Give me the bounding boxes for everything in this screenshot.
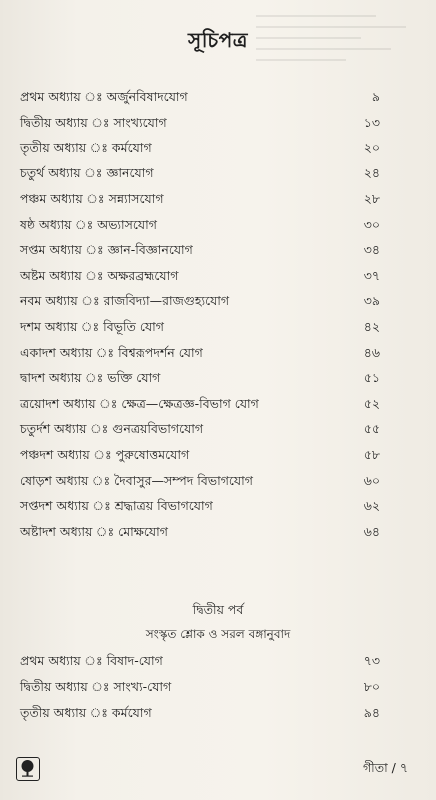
- section-subtitle: সংস্কৃত শ্লোক ও সরল বঙ্গানুবাদ: [145, 627, 291, 641]
- toc-entry-label: প্রথম অধ্যায় ঃ বিষাদ-যোগ: [20, 653, 163, 668]
- toc-entry: [20, 316, 380, 338]
- toc-entry-label: তৃতীয় অধ্যায় ঃ কর্মযোগ: [20, 705, 152, 720]
- toc-entry-label: দ্বিতীয় অধ্যায় ঃ সাংখ্য-যোগ: [20, 679, 172, 694]
- toc-entry: [20, 162, 380, 184]
- toc-entry-label: ষোড়শ অধ্যায় ঃ দৈবাসুর—সম্পদ বিভাগযোগ: [20, 473, 253, 488]
- toc-entry-label: তৃতীয় অধ্যায় ঃ কর্মযোগ: [20, 140, 152, 155]
- toc-entry: [20, 393, 380, 415]
- toc-entry-page: ১৩: [363, 115, 380, 130]
- section-title: দ্বিতীয় পর্ব: [192, 602, 244, 617]
- toc-entry: [20, 702, 380, 724]
- toc-entry-label: সপ্তদশ অধ্যায় ঃ শ্রদ্ধাত্রয় বিভাগযোগ: [20, 498, 213, 513]
- toc-entry-page: ৬০: [363, 473, 380, 488]
- toc-entry-page: ৩৯: [363, 293, 380, 308]
- page-title: সূচিপত্র: [188, 28, 248, 52]
- toc-entry-label: দ্বিতীয় অধ্যায় ঃ সাংখ্যযোগ: [20, 115, 167, 130]
- toc-entry-label: দ্বাদশ অধ্যায় ঃ ভক্তি যোগ: [20, 370, 161, 385]
- toc-entry: [20, 112, 380, 134]
- toc-entry: [20, 137, 380, 159]
- toc-entry-page: ৯৪: [363, 705, 380, 720]
- toc-entry-page: ৫৫: [363, 421, 380, 436]
- toc-entry: [20, 470, 380, 492]
- toc-entry: [20, 342, 380, 364]
- toc-entry: [20, 367, 380, 389]
- toc-entry-page: ৫২: [363, 396, 380, 411]
- toc-entry-label: ত্রয়োদশ অধ্যায় ঃ ক্ষেত্র—ক্ষেত্রজ্ঞ-বিভাগ যোগ: [20, 396, 259, 411]
- toc-entry: [20, 188, 380, 210]
- toc-entry-label: দশম অধ্যায় ঃ বিভূতি যোগ: [20, 319, 164, 334]
- toc-entry: [20, 239, 380, 261]
- toc-entry-page: ২৮: [363, 191, 380, 206]
- toc-entry-page: ৫৮: [363, 447, 380, 462]
- toc-entry-page: ৩৪: [363, 242, 380, 257]
- toc-entry-label: চতুর্দশ অধ্যায় ঃ গুনত্রয়বিভাগযোগ: [20, 421, 204, 436]
- toc-entry-label: অষ্টাদশ অধ্যায় ঃ মোক্ষযোগ: [20, 524, 168, 539]
- toc-entry-label: সপ্তম অধ্যায় ঃ জ্ঞান-বিজ্ঞানযোগ: [20, 242, 193, 257]
- toc-entry: [20, 214, 380, 236]
- toc-entry-page: ৯: [371, 89, 380, 104]
- toc-entry-page: ৩৭: [363, 268, 380, 283]
- toc-entry-page: ৫১: [363, 370, 380, 385]
- tree-icon: [16, 757, 40, 781]
- toc-entry-label: একাদশ অধ্যায় ঃ বিশ্বরূপদর্শন যোগ: [20, 345, 203, 360]
- toc-entry-label: নবম অধ্যায় ঃ রাজবিদ্যা—রাজগুহ্যযোগ: [20, 293, 230, 308]
- toc-entry-page: ২৪: [363, 165, 380, 180]
- toc-entry: [20, 265, 380, 287]
- toc-entry-label: পঞ্চম অধ্যায় ঃ সন্ন্যাসযোগ: [20, 191, 164, 206]
- toc-entry-page: ৭৩: [363, 653, 380, 668]
- toc-entry-page: ২০: [363, 140, 380, 155]
- toc-entry-label: পঞ্চদশ অধ্যায় ঃ পুরুষোত্তমযোগ: [20, 447, 190, 462]
- toc-entry-page: ৩০: [363, 217, 380, 232]
- toc-entry-page: ৬৪: [363, 524, 380, 539]
- toc-entry-page: ৪৬: [363, 345, 380, 360]
- toc-entry: [20, 418, 380, 440]
- toc-entry: [20, 444, 380, 466]
- toc-entry-label: প্রথম অধ্যায় ঃ অর্জুনবিষাদযোগ: [20, 89, 188, 104]
- toc-entry: [20, 676, 380, 698]
- toc-entry: [20, 650, 380, 672]
- page-footer: গীতা / ৭: [362, 760, 408, 775]
- toc-entry-label: চতুর্থ অধ্যায় ঃ জ্ঞানযোগ: [20, 165, 154, 180]
- toc-entry-page: ৬২: [363, 498, 380, 513]
- toc-entry: [20, 521, 380, 543]
- toc-entry-label: ষষ্ঠ অধ্যায় ঃ অভ্যাসযোগ: [20, 217, 157, 232]
- toc-entry-page: ৪২: [363, 319, 380, 334]
- toc-entry: [20, 290, 380, 312]
- toc-entry-page: ৮০: [363, 679, 380, 694]
- toc-entry: [20, 86, 380, 108]
- toc-entry: [20, 495, 380, 517]
- toc-entry-label: অষ্টম অধ্যায় ঃ অক্ষরব্রহ্মযোগ: [20, 268, 179, 283]
